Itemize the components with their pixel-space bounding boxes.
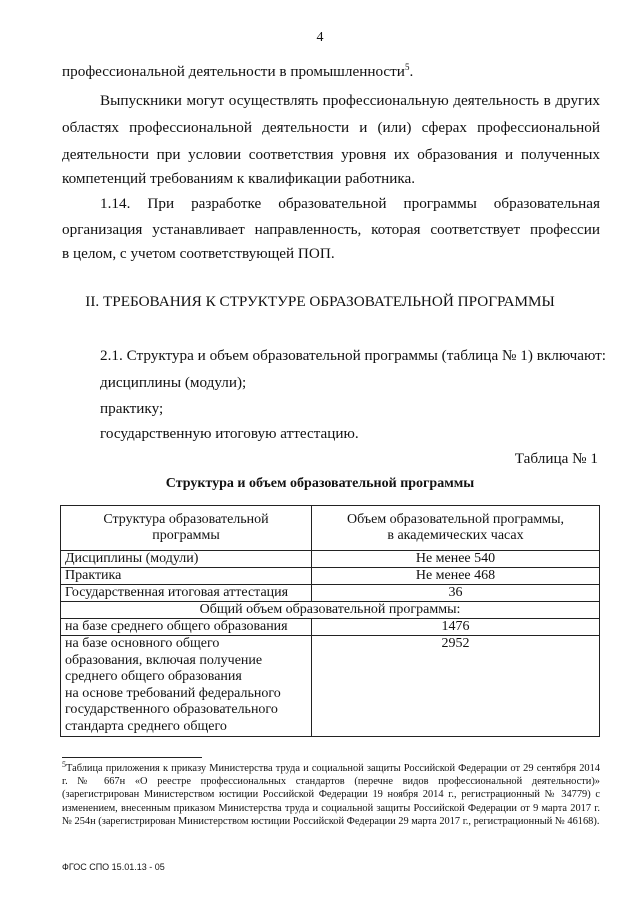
- row-name-multiline: [61, 636, 312, 737]
- row-value: Не менее 468: [312, 568, 600, 585]
- table-row: [61, 636, 600, 737]
- paragraph-line: 1.14. При разработке образовательной программы образовательная: [100, 195, 600, 212]
- table-caption: Структура и объем образовательной программы: [165, 476, 475, 491]
- table-row: [61, 585, 600, 602]
- header-structure: [61, 506, 312, 551]
- row-name-line: на базе основного общего: [65, 636, 220, 651]
- row-value: 36: [312, 585, 600, 602]
- row-name: Государственная итоговая аттестация: [61, 585, 312, 602]
- paragraph-text: профессиональной деятельности в промышленности: [62, 63, 405, 80]
- section-heading: II. ТРЕБОВАНИЯ К СТРУКТУРЕ ОБРАЗОВАТЕЛЬНОЙ ПРОГРАММЫ: [85, 293, 555, 310]
- paragraph-line: в целом, с учетом соответствующей ПОП.: [62, 245, 335, 262]
- header-line: Объем образовательной программы,: [346, 512, 565, 527]
- page-number: 4: [316, 30, 324, 45]
- table-row: [61, 619, 600, 636]
- row-name: Дисциплины (модули): [61, 551, 312, 568]
- total-heading: Общий объем образовательной программы:: [61, 602, 600, 619]
- paragraph-line: деятельности при условии соответствия уровня их образования и полученных: [62, 146, 600, 163]
- document-code: ФГОС СПО 15.01.13 - 05: [62, 862, 165, 872]
- paragraph-line: Выпускники могут осуществлять профессиональную деятельность в других: [100, 92, 600, 109]
- list-item: государственную итоговую аттестацию.: [100, 425, 359, 442]
- table-row: [61, 568, 600, 585]
- footnote-reference: 5: [404, 62, 410, 72]
- table-total-heading-row: [61, 602, 600, 619]
- footnote-text: Таблица приложения к приказу Министерства труда и социальной защиты Российской Федерации от 29 сентября 2014 г. № 667н «О реестре профессиональных стандартов (перечне видов профессиональной деятельности)» (зарегистрирован Министерством юстиции Российской Федерации 19 ноября 2014 г., регистрационный № 34779) с изменением, внесенным приказом Министерства труда и социальной защиты Российской Федерации от 9 марта 2017 г. № 254н (зарегистрирован Министерством юстиции Российской Федерации 29 марта 2017 г., регистрационный № 46168).: [62, 763, 600, 827]
- row-name: Практика: [61, 568, 312, 585]
- table-row: [61, 551, 600, 568]
- row-value: Не менее 540: [312, 551, 600, 568]
- header-line: Структура образовательной: [103, 512, 269, 527]
- row-name: на базе среднего общего образования: [61, 619, 312, 636]
- list-item: дисциплины (модули);: [100, 374, 247, 391]
- row-name-line: на основе требований федерального: [65, 685, 281, 701]
- row-name-line: образования, включая получение: [65, 652, 263, 668]
- footnote-divider: [62, 757, 202, 758]
- list-item: практику;: [100, 400, 164, 417]
- row-value: 1476: [312, 619, 600, 636]
- row-name-line: среднего общего образования: [65, 669, 242, 684]
- row-name-line: государственного образовательного: [65, 702, 278, 717]
- table-label: Таблица № 1: [514, 450, 598, 467]
- structure-table: [60, 505, 600, 737]
- table-header-row: [61, 506, 600, 551]
- footnote: [62, 762, 600, 828]
- paragraph-line: областях профессиональной деятельности и (или) сферах профессиональной: [62, 119, 600, 136]
- paragraph-continuation: профессиональной деятельности в промышленности$^5$.: [62, 62, 414, 80]
- section-intro: 2.1. Структура и объем образовательной программы (таблица № 1) включают:: [100, 347, 606, 364]
- row-value: 2952: [312, 636, 600, 737]
- header-line: программы: [152, 528, 220, 543]
- footnote-marker: 5: [62, 760, 66, 769]
- header-volume: [312, 506, 600, 551]
- paragraph-line: компетенций требованиям к квалификации работника.: [62, 170, 416, 187]
- row-name-line: стандарта среднего общего: [65, 718, 227, 734]
- header-line: в академических часах: [387, 528, 524, 543]
- paragraph-line: организация устанавливает направленность, которая соответствует профессии: [62, 221, 600, 238]
